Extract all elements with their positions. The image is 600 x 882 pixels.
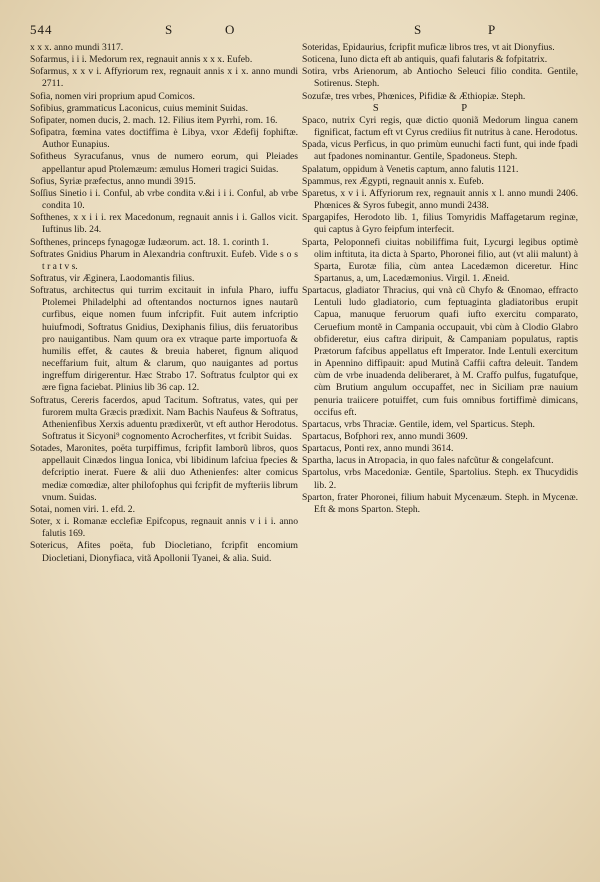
dictionary-entry: Sofia, nomen viri proprium apud Comicos. xyxy=(30,90,195,102)
dictionary-entry: Sotericus, Afites poëta, fub Diocletiano, fcripfit encomium Diocletiani, Dionyfiaca, vitã Apollonii Tyanei, & alia. Suid. xyxy=(30,540,298,564)
dictionary-entry: Sozufæ, tres vrbes, Phœnices, Pifidiæ & Æthiopiæ. Steph. xyxy=(302,90,526,102)
dictionary-entry: Softhenes, x x i i i. rex Macedonum, regnauit annis i i. Gallos vicit. Iuftinus lib. 24. xyxy=(30,212,298,236)
dictionary-entry: Sofipater, nomen ducis, 2. mach. 12. Filius item Pyrrhi, rom. 16. xyxy=(30,114,278,126)
dictionary-entry: Sofibius, grammaticus Laconicus, cuius meminit Suidas. xyxy=(30,102,248,114)
dictionary-entry: x x x. anno mundi 3117. xyxy=(30,42,124,53)
dictionary-entry: Softratus, Cereris facerdos, apud Tacitum. Softratus, vates, qui per furorem multa Græcis prædixit. Nam Bachis Naufeus & Softratus, Athenienfibus Xerxis aduentu prædixerũt, vt eft author Herodotus. Softratus it Sicyoni⁹ cognomento Acrocherfites, vt fcribit Suidas. xyxy=(30,394,298,442)
dictionary-entry: Spargapifes, Herodoto lib. 1, filius Tomyridis Maffagetarum reginæ, qui captus à Gyro feipfum interfecit. xyxy=(302,212,578,236)
dictionary-entry: Softrates Gnidius Pharum in Alexandria conftruxit. Eufeb. Vide s o s t r a t v s. xyxy=(30,248,298,272)
header-letter: S xyxy=(414,22,423,37)
left-column xyxy=(30,42,298,565)
dictionary-entry: Spartha, lacus in Atropacia, in quo fales nafcũtur & congelafcunt. xyxy=(302,455,554,467)
dictionary-entry: Sofarmus, i i i. Medorum rex, regnauit annis x x x. Eufeb. xyxy=(30,54,253,66)
dictionary-entry: Spammus, rex Ægypti, regnauit annis x. Eufeb. xyxy=(302,175,484,187)
dictionary-entry: Spartacus, vrbs Thraciæ. Gentile, idem, vel Sparticus. Steph. xyxy=(302,418,535,430)
dictionary-entry: Sotai, nomen viri. 1. efd. 2. xyxy=(30,503,135,515)
header-letter: P xyxy=(488,22,497,37)
dictionary-entry: Soteridas, Epidaurius, fcripfit muficæ libros tres, vt ait Dionyfius. xyxy=(302,42,555,53)
right-column xyxy=(302,42,578,516)
dictionary-entry: Softratus, architectus qui turrim excitauit in infula Pharo, iuffu Ptolemei Philadelphi ad oftentandos nocturnos ignes nautarũ curfibus, eique nomen fuum infcripfit. Fuit autem infcriptio huiufmodi, Softratus Gnidius, Dexiphanis filius, diis feruatoribus pro nauigantibus. Nam quum ora ex vtraque parte importuofa & humilis effet, & cautes & breuia haberet, fignum aliquod neceffarium fuit, altum & clarum, quo nauigantes ad portus ingreffum dirigerentur. Hæc Strabo 17. Softratus fculptor qui ex ære figna faciebat. Plinius lib 36 cap. 12. xyxy=(30,285,298,394)
dictionary-entry: Sparta, Peloponnefi ciuitas nobiliffima fuit, Lycurgi legibus optimè olim inftituta, ita dicta à Sparto, Phoronei filio, aut (vt alii malunt) à Sparta, Eurotæ filia, cùm antea Lacedæmon diceretur. Hinc Spartanus, a, um, Lacedæmonius. Virgil. 1. Æneid. xyxy=(302,236,578,284)
dictionary-entry: Sofarmus, x x v i. Affyriorum rex, regnauit annis x i x. anno mundi 2711. xyxy=(30,66,298,90)
dictionary-entry: Spalatum, oppidum à Venetis captum, anno falutis 1121. xyxy=(302,163,519,175)
header-letter: O xyxy=(225,22,236,37)
dictionary-entry: Sofitheus Syracufanus, vnus de numero eorum, qui Pleiades appellantur apud Ptolemæum: æmulus Homeri tragici Suidas. xyxy=(30,151,298,175)
dictionary-entry: Sparetus, x v i i. Affyriorum rex, regnauit annis x l. anno mundi 2406. Phœnices & Syros fubegit, anno mundi 2438. xyxy=(302,187,578,212)
dictionary-entry: Softratus, vir Æginera, Laodomantis filius. xyxy=(30,272,195,284)
dictionary-entry: Spaco, nutrix Cyri regis, quæ dictio quoniã Medorum lingua canem fignificat, factum eft vt Cyrus crediius fit nutritus à cane. Herodotus. xyxy=(302,114,578,139)
dictionary-entry: Soticena, Iuno dicta eft ab antiquis, quafi falutaris & fofpitatrix. xyxy=(302,54,548,66)
dictionary-entry: Spartacus, Ponti rex, anno mundi 3614. xyxy=(302,443,454,455)
dictionary-entry: Sofius, Syriæ præfectus, anno mundi 3915. xyxy=(30,175,196,187)
dictionary-entry: Spada, vicus Perficus, in quo primùm eunuchi facti funt, qui inde fpadi aut fpadones nominantur. Gentile, Spadoneus. Steph. xyxy=(302,139,578,163)
dictionary-entry: Sotira, vrbs Arienorum, ab Antiocho Seleuci filio condita. Gentile, Sotirenus. Steph. xyxy=(302,66,578,90)
dictionary-entry: Sparton, frater Phoronei, filium habuit Mycenæum. Steph. in Mycenæ. Eft & mons Sparton. Steph. xyxy=(302,491,578,515)
dictionary-entry: Spartacus, Bofphori rex, anno mundi 3609. xyxy=(302,431,468,442)
dictionary-entry: Sofipatra, fœmina vates doctiffima è Libya, vxor Ædefij fophiftæ. Author Eunapius. xyxy=(30,127,298,151)
dictionary-entry: Spartacus, gladiator Thracius, qui vnà cũ Chyfo & Œnomao, effracto Lentuli ludo gladiatorio, cum feptuaginta gladiatoribus erupit Capua, manuque feruorum quafi iufto exercitu comparato, Ceruefium montẽ in Campania occupauit, vbi cùm à Clodio Glabro obfideretur, eius caftra diripuit, & Campaniam populatus, raptis Prætorum fafcibus appellatus eft Imperator. Inde Lentuli exercitum in Apennino diffipauit: apud Mutinã Caffii caftra deleuit. Tandem cùm de vrbe inuadenda deliberaret, à M. Craffo pulfus, fugatufque, cùm Brutium angulum occupaffet, nec in Siciliam præ nauium penuria traiicere potuiffet, cum fuis omnibus fortiffimè dimicans, occifus eft. xyxy=(302,285,578,418)
page-number: 544 xyxy=(30,22,53,37)
header-letter: S xyxy=(165,22,174,37)
dictionary-entry: Soter, x i. Romanæ ecclefiæ Epifcopus, regnauit annis v i i i. anno falutis 169. xyxy=(30,516,298,540)
running-header xyxy=(30,22,570,40)
dictionary-entry: Soſſius Sinetio i i. Conful, ab vrbe condita v.&i i i i. Conful, ab vrbe condita 10. xyxy=(30,187,298,212)
section-heading: S P xyxy=(372,102,508,114)
dictionary-entry: Softhenes, princeps fynagogæ Iudæorum. act. 18. 1. corinth 1. xyxy=(30,236,269,248)
dictionary-entry: Sotades, Maronites, poëta turpiffimus, fcripfit Iamborũ libros, quos appellauit Cinædos lingua Ionica, vbi libidinum lafciua fpecies & defcriptio inerat. Fuere & alii duo Athenienfes: alter comicus mediæ comœdiæ, alter philofophus qui fcripfit de myfteriis librum vnum. Suidas. xyxy=(30,443,298,503)
dictionary-entry: Spartolus, vrbs Macedoniæ. Gentile, Spartolius. Steph. ex Thucydidis lib. 2. xyxy=(302,467,578,491)
